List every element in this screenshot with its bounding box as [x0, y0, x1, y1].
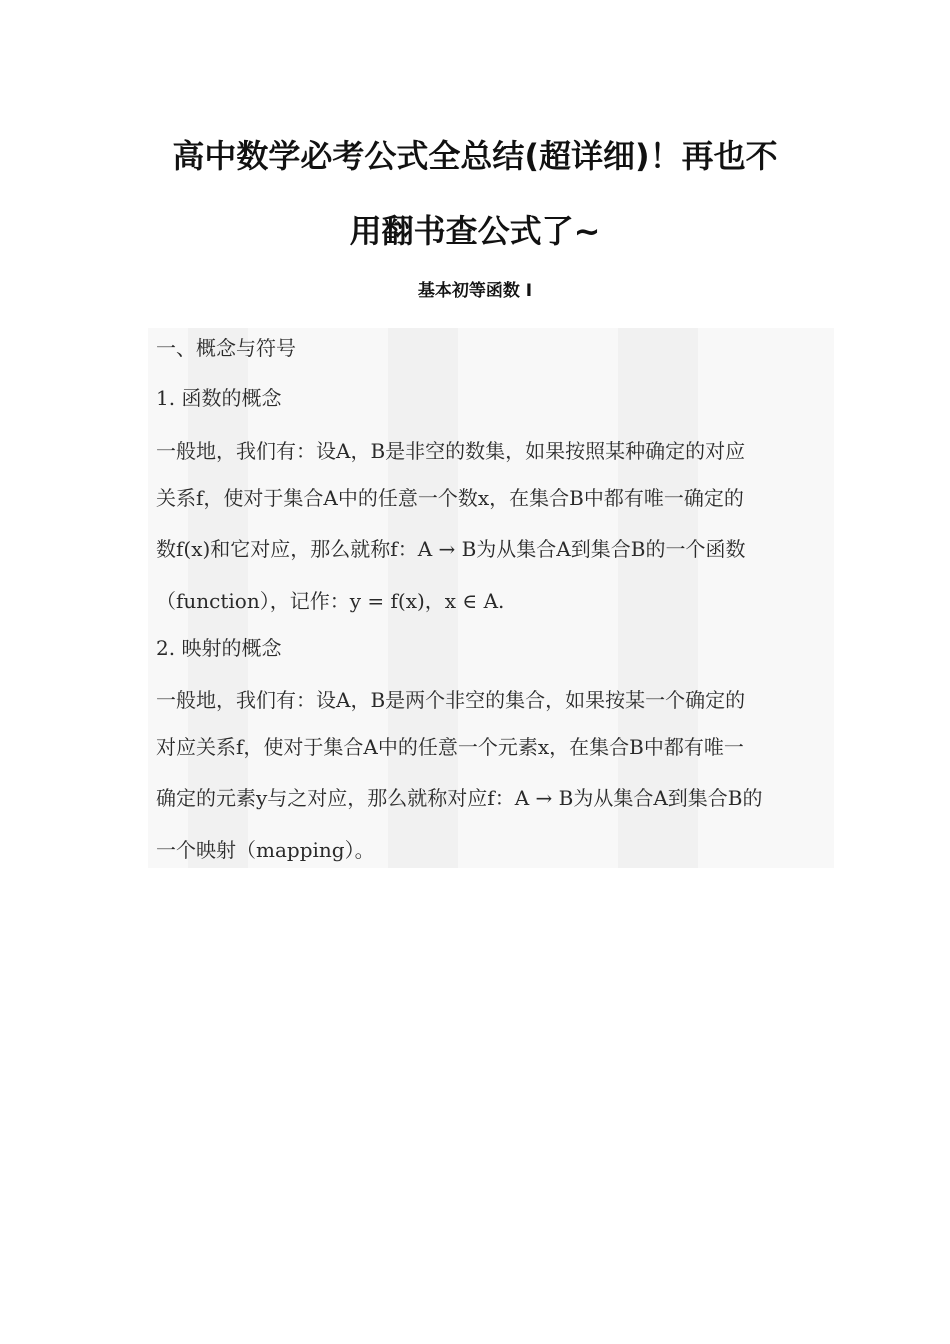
section-subtitle: 基本初等函数 I — [417, 281, 533, 301]
function-paragraph-line: 一般地，我们有：设A，B是非空的数集，如果按照某种确定的对应 — [156, 439, 746, 463]
section-heading: 一、概念与符号 — [156, 336, 296, 360]
page-title-line-1: 高中数学必考公式全总结(超详细)！再也不 — [172, 137, 778, 175]
function-heading: 1. 函数的概念 — [156, 386, 282, 410]
function-paragraph-line: 数f(x)和它对应，那么就称f：A → B为从集合A到集合B的一个函数 — [156, 537, 746, 561]
function-paragraph-line: 关系f，使对于集合A中的任意一个数x，在集合B中都有唯一确定的 — [156, 486, 744, 510]
function-paragraph-line: （function），记作：y = f(x)，x ∈ A. — [156, 589, 505, 613]
mapping-paragraph-line: 确定的元素y与之对应，那么就称对应f：A → B为从集合A到集合B的 — [156, 786, 763, 810]
page-title-line-2: 用翻书查公式了~ — [349, 212, 601, 250]
mapping-paragraph-line: 一个映射（mapping）。 — [156, 838, 375, 862]
mapping-paragraph-line: 一般地，我们有：设A，B是两个非空的集合，如果按某一个确定的 — [156, 688, 746, 712]
content-screenshot — [148, 328, 834, 868]
mapping-heading: 2. 映射的概念 — [156, 636, 282, 660]
mapping-paragraph-line: 对应关系f，使对于集合A中的任意一个元素x，在集合B中都有唯一 — [156, 735, 744, 759]
